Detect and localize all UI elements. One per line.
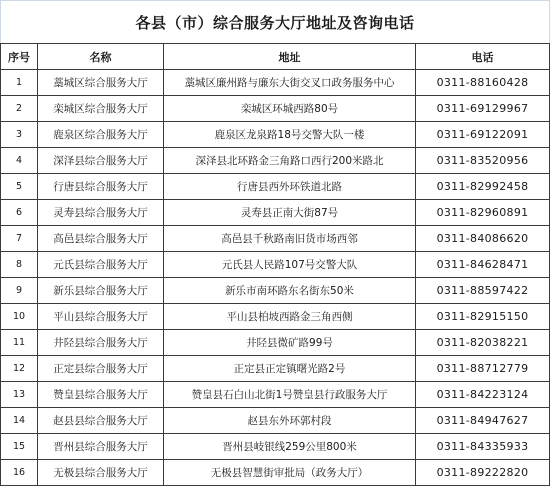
row-address: 正定县正定镇曙光路2号 xyxy=(164,356,416,382)
row-name: 元氏县综合服务大厅 xyxy=(38,252,164,278)
row-phone: 0311-88160428 xyxy=(416,70,550,96)
table-row xyxy=(1,304,550,330)
row-address: 深泽县北环路金三角路口西行200米路北 xyxy=(164,148,416,174)
row-name: 无极县综合服务大厅 xyxy=(38,460,164,486)
table-row xyxy=(1,382,550,408)
table-row xyxy=(1,122,550,148)
row-address: 藁城区廉州路与廉东大街交叉口政务服务中心 xyxy=(164,70,416,96)
table-row xyxy=(1,70,550,96)
row-index: 16 xyxy=(1,460,38,486)
row-index: 8 xyxy=(1,252,38,278)
row-phone: 0311-82992458 xyxy=(416,174,550,200)
header-index: 序号 xyxy=(1,44,38,70)
row-name: 高邑县综合服务大厅 xyxy=(38,226,164,252)
row-name: 行唐县综合服务大厅 xyxy=(38,174,164,200)
table-row xyxy=(1,226,550,252)
table-row xyxy=(1,278,550,304)
header-address: 地址 xyxy=(164,44,416,70)
table-row xyxy=(1,200,550,226)
row-name: 晋州县综合服务大厅 xyxy=(38,434,164,460)
row-address: 无极县智慧街审批局（政务大厅） xyxy=(164,460,416,486)
row-phone: 0311-88597422 xyxy=(416,278,550,304)
table-row xyxy=(1,408,550,434)
row-address: 鹿泉区龙泉路18号交警大队一楼 xyxy=(164,122,416,148)
row-address: 晋州县岐银线259公里800米 xyxy=(164,434,416,460)
row-address: 灵寿县正南大街87号 xyxy=(164,200,416,226)
row-name: 灵寿县综合服务大厅 xyxy=(38,200,164,226)
row-index: 3 xyxy=(1,122,38,148)
row-index: 9 xyxy=(1,278,38,304)
row-phone: 0311-84947627 xyxy=(416,408,550,434)
row-index: 7 xyxy=(1,226,38,252)
row-phone: 0311-82915150 xyxy=(416,304,550,330)
service-hall-table xyxy=(0,43,550,486)
row-phone: 0311-84628471 xyxy=(416,252,550,278)
row-name: 赵县县综合服务大厅 xyxy=(38,408,164,434)
row-name: 正定县综合服务大厅 xyxy=(38,356,164,382)
row-name: 鹿泉区综合服务大厅 xyxy=(38,122,164,148)
row-phone: 0311-84086620 xyxy=(416,226,550,252)
row-index: 10 xyxy=(1,304,38,330)
row-index: 4 xyxy=(1,148,38,174)
row-address: 行唐县西外环铁道北路 xyxy=(164,174,416,200)
row-index: 12 xyxy=(1,356,38,382)
row-phone: 0311-89222820 xyxy=(416,460,550,486)
row-phone: 0311-69129967 xyxy=(416,96,550,122)
row-index: 2 xyxy=(1,96,38,122)
row-address: 栾城区环城西路80号 xyxy=(164,96,416,122)
row-address: 高邑县千秋路南旧货市场西邻 xyxy=(164,226,416,252)
row-phone: 0311-84335933 xyxy=(416,434,550,460)
row-name: 深泽县综合服务大厅 xyxy=(38,148,164,174)
row-name: 栾城区综合服务大厅 xyxy=(38,96,164,122)
row-address: 赞皇县石白山北街1号赞皇县行政服务大厅 xyxy=(164,382,416,408)
row-name: 新乐县综合服务大厅 xyxy=(38,278,164,304)
row-address: 新乐市南环路东名街东50米 xyxy=(164,278,416,304)
table-row xyxy=(1,252,550,278)
table-row xyxy=(1,96,550,122)
row-phone: 0311-84223124 xyxy=(416,382,550,408)
row-name: 平山县综合服务大厅 xyxy=(38,304,164,330)
row-name: 井陉县综合服务大厅 xyxy=(38,330,164,356)
row-address: 井陉县微矿路99号 xyxy=(164,330,416,356)
row-index: 6 xyxy=(1,200,38,226)
row-phone: 0311-82038221 xyxy=(416,330,550,356)
row-index: 15 xyxy=(1,434,38,460)
row-phone: 0311-82960891 xyxy=(416,200,550,226)
table-row xyxy=(1,356,550,382)
row-name: 赞皇县综合服务大厅 xyxy=(38,382,164,408)
table-row xyxy=(1,330,550,356)
header-name: 名称 xyxy=(38,44,164,70)
document-title: 各县（市）综合服务大厅地址及咨询电话 xyxy=(0,0,550,43)
table-body xyxy=(1,70,550,486)
row-address: 元氏县人民路107号交警大队 xyxy=(164,252,416,278)
row-phone: 0311-88712779 xyxy=(416,356,550,382)
row-index: 14 xyxy=(1,408,38,434)
table-row xyxy=(1,174,550,200)
header-phone: 电话 xyxy=(416,44,550,70)
row-index: 5 xyxy=(1,174,38,200)
row-phone: 0311-83520956 xyxy=(416,148,550,174)
table-header-row xyxy=(1,44,550,70)
row-name: 藁城区综合服务大厅 xyxy=(38,70,164,96)
row-phone: 0311-69122091 xyxy=(416,122,550,148)
table-row xyxy=(1,148,550,174)
row-index: 13 xyxy=(1,382,38,408)
table-row xyxy=(1,460,550,486)
row-index: 1 xyxy=(1,70,38,96)
row-address: 赵县东外环郭村段 xyxy=(164,408,416,434)
table-row xyxy=(1,434,550,460)
row-address: 平山县柏坡西路金三角西侧 xyxy=(164,304,416,330)
row-index: 11 xyxy=(1,330,38,356)
